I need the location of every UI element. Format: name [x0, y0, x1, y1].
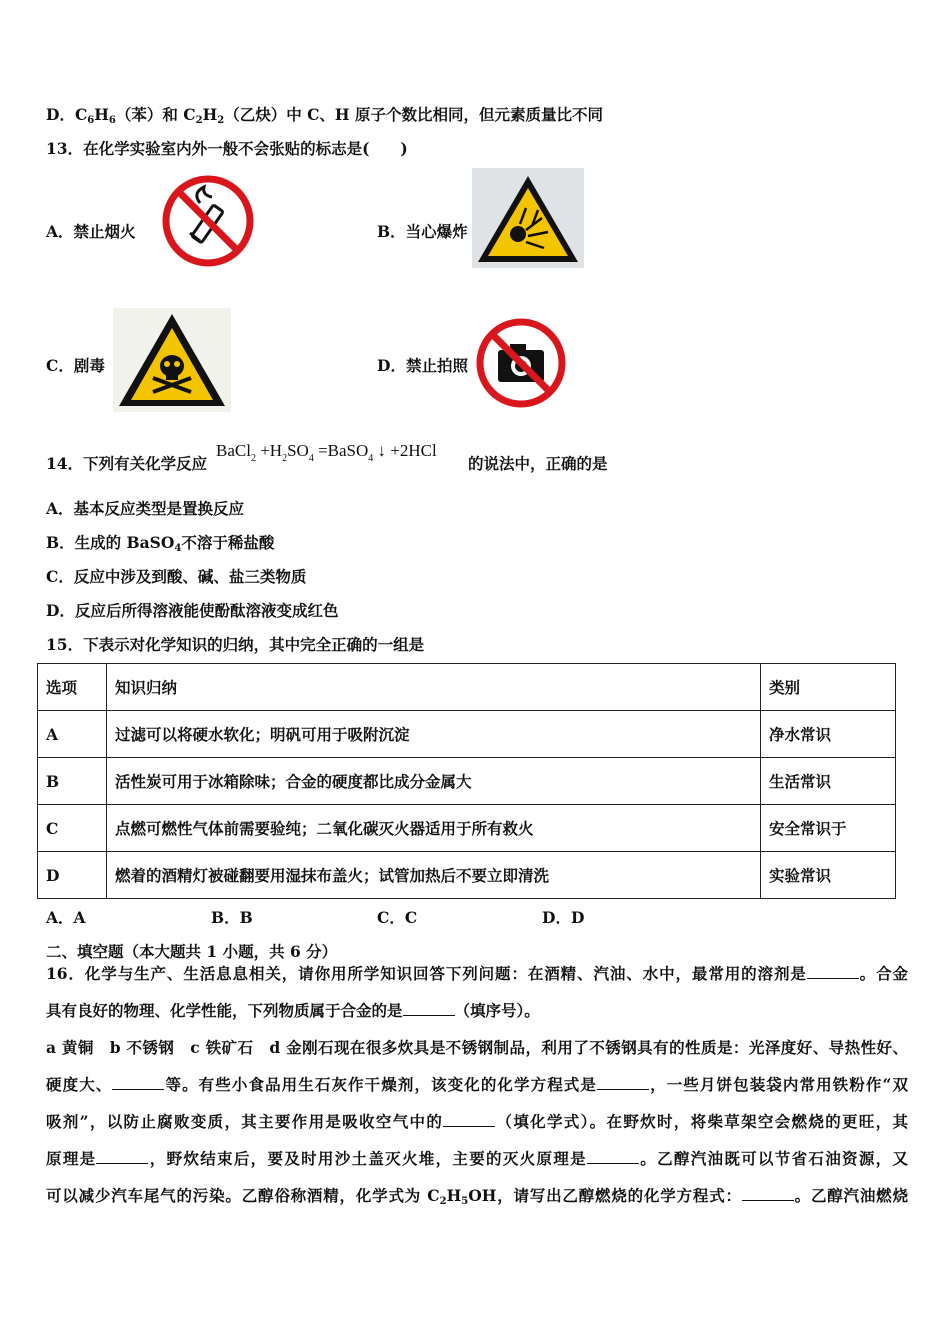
- row-category: 净水常识: [761, 711, 896, 758]
- q14-stem-start: 14．下列有关化学反应: [46, 454, 208, 473]
- q16-line-2: 具有良好的物理、化学性能，下列物质属于合金的是 （填序号）。: [46, 1001, 540, 1020]
- answer-blank[interactable]: [443, 1112, 495, 1127]
- table-row: [38, 711, 896, 758]
- row-category: 生活常识: [761, 758, 896, 805]
- q14-reaction-formula: BaCl$_2$ $+H_2SO_4$ =BaSO$_4$ ↓ +2HCl: [216, 441, 437, 464]
- row-category: 实验常识: [761, 852, 896, 899]
- row-category: 安全常识于: [761, 805, 896, 852]
- answer-blank[interactable]: [96, 1149, 148, 1164]
- q15-choice-c: C．C: [377, 908, 418, 927]
- row-option: C: [38, 805, 107, 852]
- answer-blank[interactable]: [587, 1149, 639, 1164]
- q14-stem-end: 的说法中，正确的是: [468, 454, 608, 473]
- header-option: 选项: [38, 664, 107, 711]
- answer-blank[interactable]: [403, 1001, 455, 1016]
- section-2-title: 二、填空题（本大题共 1 小题，共 6 分）: [46, 942, 338, 961]
- explosive-warning-icon: [472, 168, 584, 268]
- q16-line-4: 硬度大、 等。有些小食品用生石灰作干燥剂，该变化的化学方程式是 ，一些月饼包装袋内常用铁粉作“双: [46, 1075, 908, 1094]
- answer-blank[interactable]: [742, 1186, 794, 1201]
- q16-line-5: 吸剂”，以防止腐败变质，其主要作用是吸收空气中的 （填化学式）。在野炊时，将柴草架空会燃烧的更旺，其: [46, 1112, 908, 1131]
- answer-blank[interactable]: [112, 1075, 164, 1090]
- q14-option-c: C．反应中涉及到酸、碱、盐三类物质: [46, 567, 307, 586]
- row-knowledge: 过滤可以将硬水软化；明矾可用于吸附沉淀: [107, 711, 761, 758]
- table-row: [38, 758, 896, 805]
- q16-line-1: 16．化学与生产、生活息息相关，请你用所学知识回答下列问题：在酒精、汽油、水中，最常用的溶剂是 。合金: [46, 964, 908, 983]
- q15-choice-b: B．B: [211, 908, 253, 927]
- q14-option-a: A．基本反应类型是置换反应: [46, 499, 245, 518]
- answer-blank[interactable]: [597, 1075, 649, 1090]
- header-knowledge: 知识归纳: [107, 664, 761, 711]
- answer-blank[interactable]: [807, 964, 859, 979]
- q13-option-b: B．当心爆炸: [377, 222, 468, 241]
- q12-option-d: D．$C_6H_6$（苯）和 $C_2H_2$（乙炔）中 C、H 原子个数比相同，但元素质量比不同: [46, 105, 603, 126]
- q16-line-3: a 黄铜 b 不锈钢 c 铁矿石 d 金刚石现在很多炊具是不锈钢制品，利用了不锈钢具有的性质是：光泽度好、导热性好、: [46, 1038, 908, 1057]
- row-knowledge: 燃着的酒精灯被碰翻要用湿抹布盖火；试管加热后不要立即清洗: [107, 852, 761, 899]
- q13-option-d: D．禁止拍照: [377, 356, 468, 375]
- table-header-row: [38, 664, 896, 711]
- q15-stem: 15．下表示对化学知识的归纳，其中完全正确的一组是: [46, 635, 425, 654]
- no-fire-sign-icon: [160, 173, 256, 269]
- q16-line-7: 可以减少汽车尾气的污染。乙醇俗称酒精，化学式为 $C_2H_5OH$，请写出乙醇燃烧的化学方程式： 。乙醇汽油燃烧: [46, 1186, 908, 1207]
- no-photo-sign-icon: [474, 316, 568, 410]
- row-knowledge: 活性炭可用于冰箱除味；合金的硬度都比成分金属大: [107, 758, 761, 805]
- q13-option-c: C．剧毒: [46, 356, 105, 375]
- table-row: [38, 805, 896, 852]
- q15-choice-a: A．A: [46, 908, 86, 927]
- q14-option-d: D．反应后所得溶液能使酚酞溶液变成红色: [46, 601, 339, 620]
- table-row: [38, 852, 896, 899]
- q14-option-b: B．生成的 BaSO$_4$不溶于稀盐酸: [46, 533, 275, 554]
- q13-option-a: A．禁止烟火: [46, 222, 136, 241]
- q15-knowledge-table: [37, 663, 896, 899]
- row-option: D: [38, 852, 107, 899]
- toxic-warning-icon: [113, 308, 231, 412]
- q16-line-6: 原理是 ，野炊结束后，要及时用沙土盖灭火堆，主要的灭火原理是 。乙醇汽油既可以节省石油资源，又: [46, 1149, 908, 1168]
- q13-stem: 13．在化学实验室内外一般不会张贴的标志是( ): [46, 139, 408, 158]
- row-option: A: [38, 711, 107, 758]
- row-knowledge: 点燃可燃性气体前需要验纯；二氧化碳灭火器适用于所有救火: [107, 805, 761, 852]
- header-category: 类别: [761, 664, 896, 711]
- q15-choice-d: D．D: [542, 908, 585, 927]
- row-option: B: [38, 758, 107, 805]
